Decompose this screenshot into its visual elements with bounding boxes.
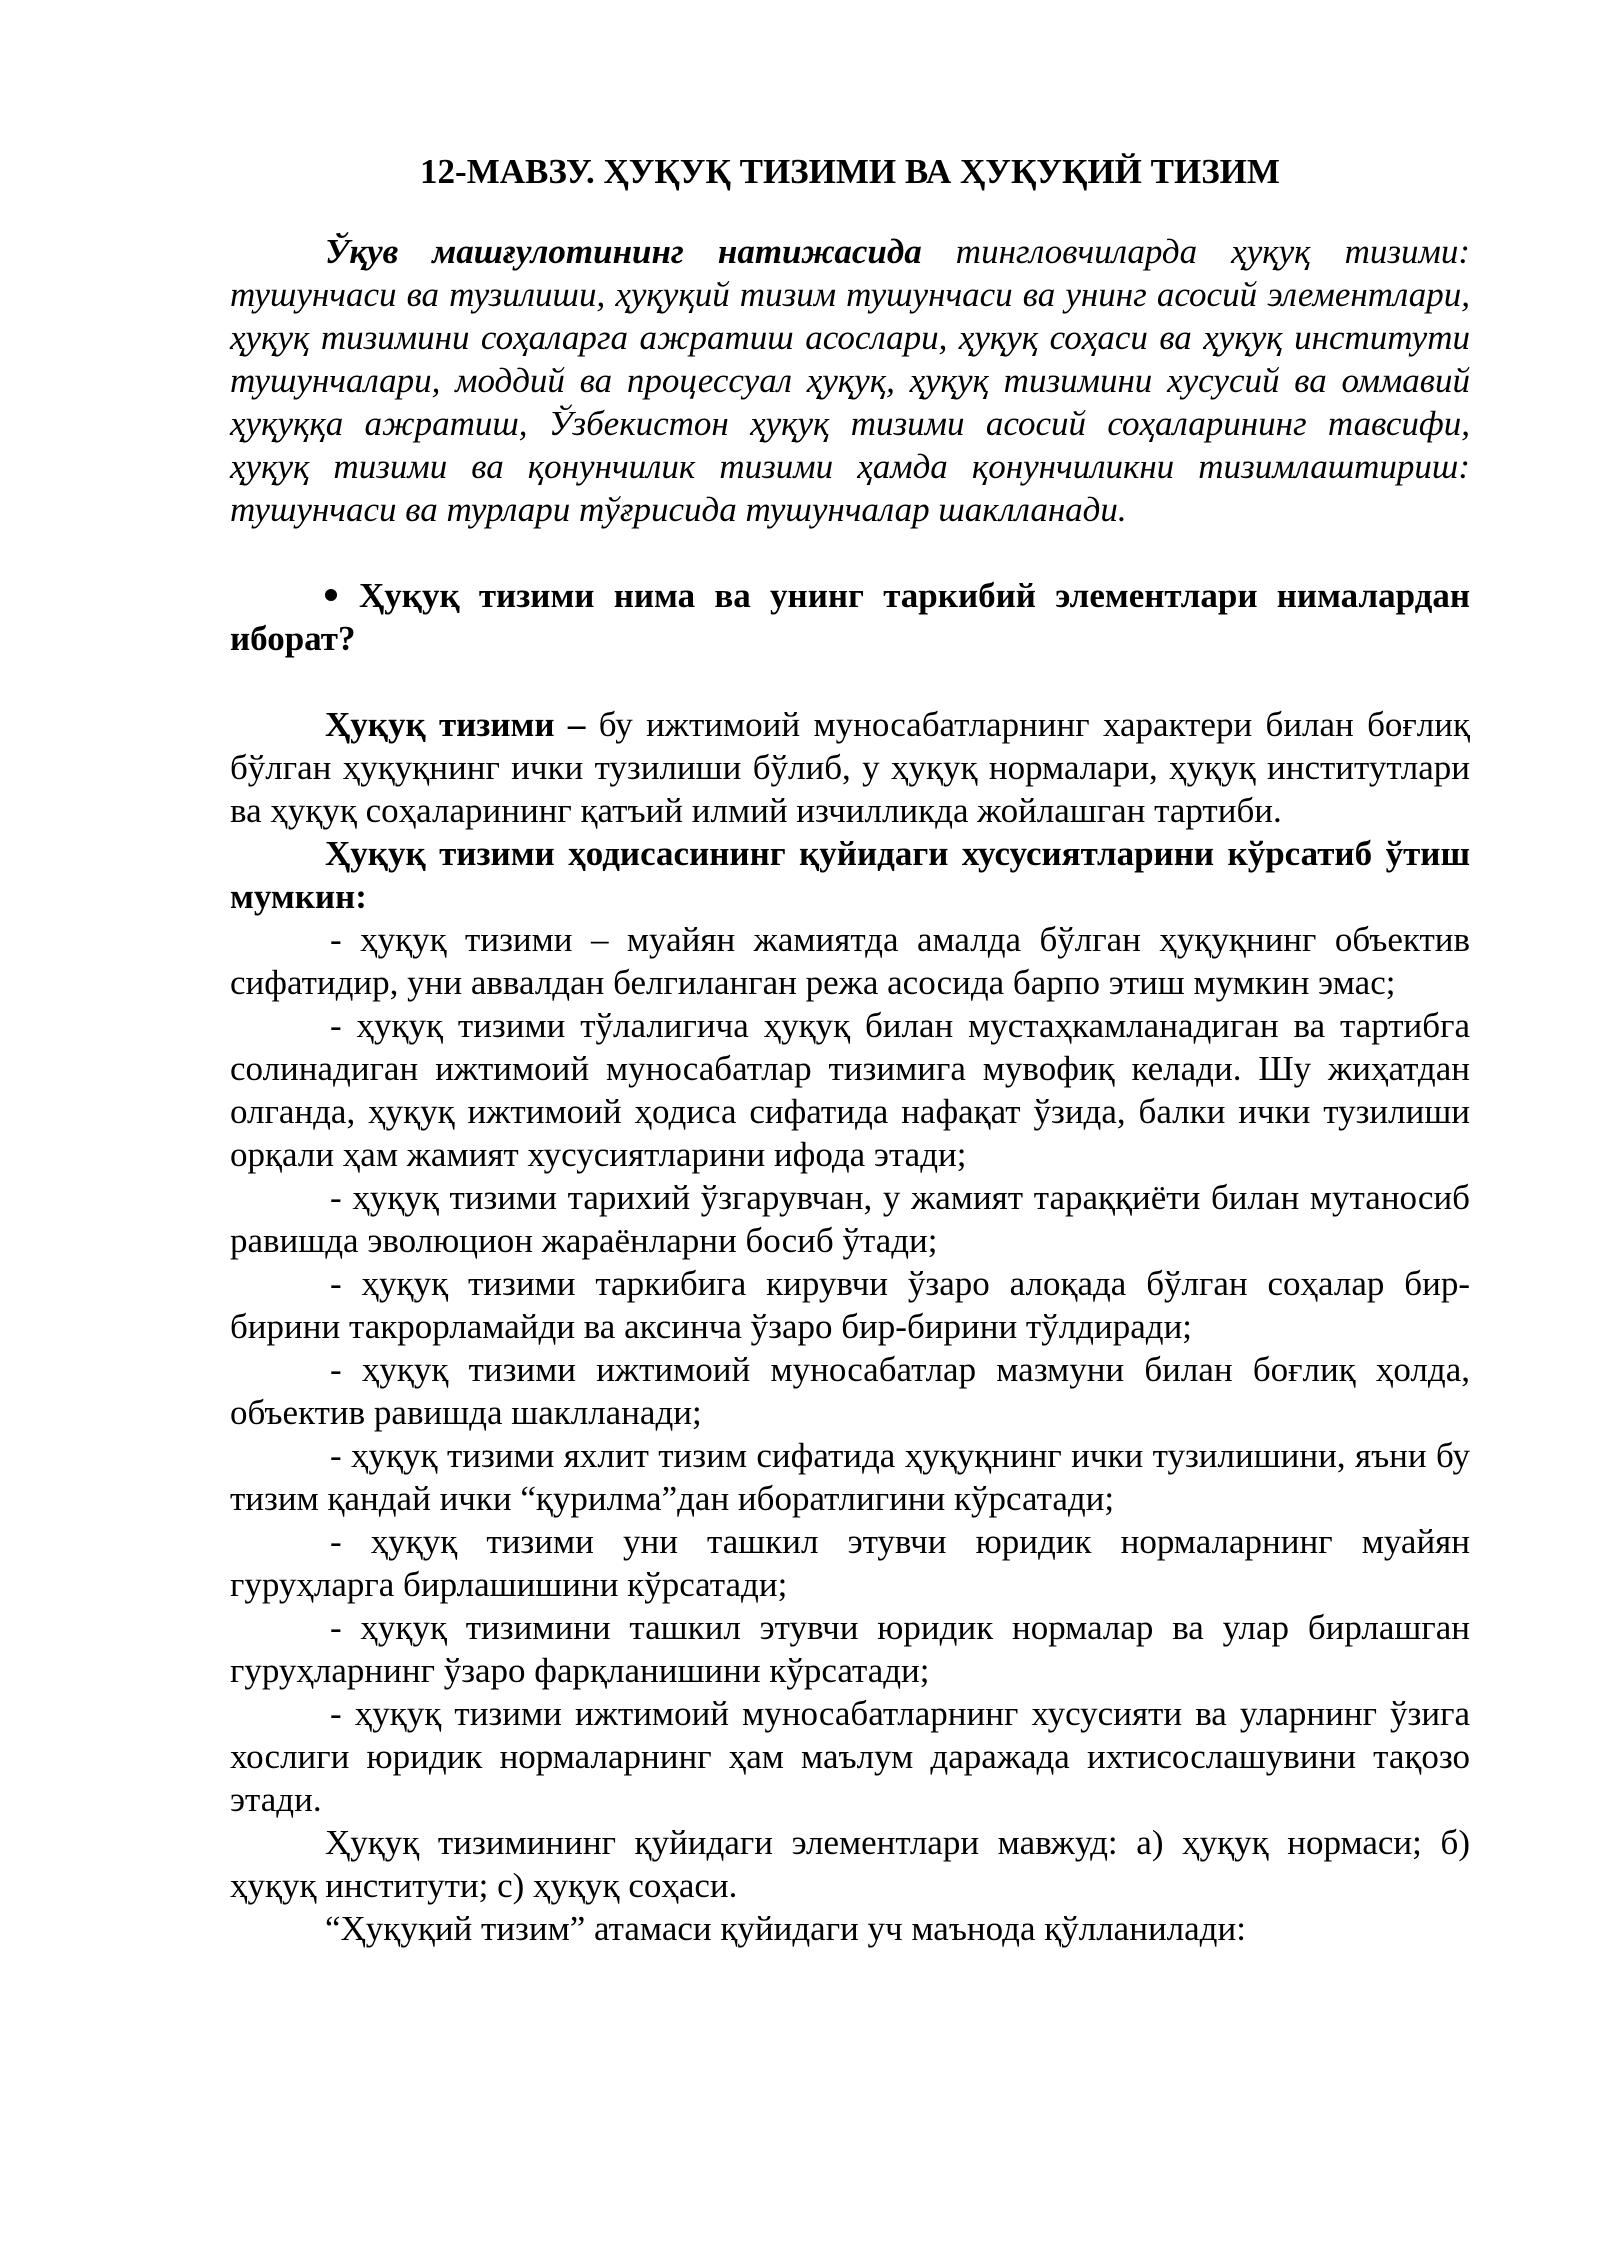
feature-item: - ҳуқуқ тизими ижтимоий муносабатлар мазмуни билан боғлиқ ҳолда, объектив равишда шаклланади; bbox=[230, 1350, 1470, 1432]
intro-paragraph bbox=[230, 230, 1470, 531]
intro-lead: Ўқув машғулотининг натижасида bbox=[325, 232, 922, 271]
definition-term: Ҳуқуқ тизими – bbox=[325, 705, 586, 744]
feature-item: - ҳуқуқ тизими тарихий ўзгарувчан, у жамият тараққиёти билан мутаносиб равишда эволюцион жараёнларни босиб ўтади; bbox=[230, 1178, 1470, 1260]
feature-item: - ҳуқуқ тизими тўлалигича ҳуқуқ билан мустаҳкамланадиган ва тартибга солинадиган ижтимоий муносабатлар тизимига мувофиқ келади. Шу жиҳатдан олганда, ҳуқуқ ижтимоий ҳодиса сифатида нафақат ўзида, балки ички тузилиши орқали ҳам жамият хусусиятларини ифода этади; bbox=[230, 1006, 1470, 1174]
bullet-icon bbox=[325, 589, 337, 601]
features-heading: Ҳуқуқ тизими ҳодисасининг қуйидаги хусусиятларини кўрсатиб ўтиш мумкин: bbox=[230, 834, 1470, 916]
feature-item: - ҳуқуқ тизими уни ташкил этувчи юридик нормаларнинг муайян гуруҳларга бирлашишини кўрсатади; bbox=[230, 1522, 1470, 1604]
feature-item: - ҳуқуқ тизими ижтимоий муносабатларнинг хусусияти ва уларнинг ўзига хослиги юридик нормаларнинг ҳам маълум даражада ихтисослашувини тақозо этади. bbox=[230, 1694, 1470, 1819]
page-title: 12-МАВЗУ. ҲУҚУҚ ТИЗИМИ ВА ҲУҚУҚИЙ ТИЗИМ bbox=[420, 152, 1280, 191]
definition-paragraph bbox=[230, 703, 1470, 832]
term-usage-paragraph: “Ҳуқуқий тизим” атамаси қуйидаги уч маънода қўлланилади: bbox=[325, 1909, 1246, 1948]
feature-item: - ҳуқуқ тизими – муайян жамиятда амалда бўлган ҳуқуқнинг объектив сифатидир, уни аввалдан белгиланган режа асосида барпо этиш мумкин эмас; bbox=[230, 920, 1470, 1002]
section-question bbox=[230, 574, 1470, 660]
feature-item: - ҳуқуқ тизимини ташкил этувчи юридик нормалар ва улар бирлашган гуруҳларнинг ўзаро фарқланишини кўрсатади; bbox=[230, 1608, 1470, 1690]
feature-item: - ҳуқуқ тизими таркибига кирувчи ўзаро алоқада бўлган соҳалар бир-бирини такрорламайди ва аксинча ўзаро бир-бирини тўлдиради; bbox=[230, 1264, 1470, 1346]
elements-paragraph: Ҳуқуқ тизимининг қуйидаги элементлари мавжуд: а) ҳуқуқ нормаси; б) ҳуқуқ институти; с) ҳуқуқ соҳаси. bbox=[230, 1823, 1470, 1905]
definition-text: бу ижтимоий муносабатларнинг характери билан боғлиқ бўлган ҳуқуқнинг ички тузилиши бўлиб, у ҳуқуқ нормалари, ҳуқуқ институтлари ва ҳуқуқ соҳаларининг қатъий илмий изчилликда жойлашган тартиби. bbox=[230, 705, 1470, 830]
feature-item: - ҳуқуқ тизими яхлит тизим сифатида ҳуқуқнинг ички тузилишини, яъни бу тизим қандай ички “қурилма”дан иборатлигини кўрсатади; bbox=[230, 1436, 1470, 1518]
question-text: Ҳуқуқ тизими нима ва унинг таркибий элементлари нималардан иборат? bbox=[230, 576, 1470, 658]
intro-text: тингловчиларда ҳуқуқ тизими: тушунчаси ва тузилиши, ҳуқуқий тизим тушунчаси ва унинг асосий элементлари, ҳуқуқ тизимини соҳаларга ажратиш асослари, ҳуқуқ соҳаси ва ҳуқуқ институти тушунчалари, моддий ва процессуал ҳуқуқ, ҳуқуқ тизимини хусусий ва оммавий ҳуқуққа ажратиш, Ўзбекистон ҳуқуқ тизими асосий соҳаларининг тавсифи, ҳуқуқ тизими ва қонунчилик тизими ҳамда қонунчиликни тизимлаштириш: тушунчаси ва турлари тўғрисида тушунчалар шаклланади. bbox=[230, 232, 1470, 529]
